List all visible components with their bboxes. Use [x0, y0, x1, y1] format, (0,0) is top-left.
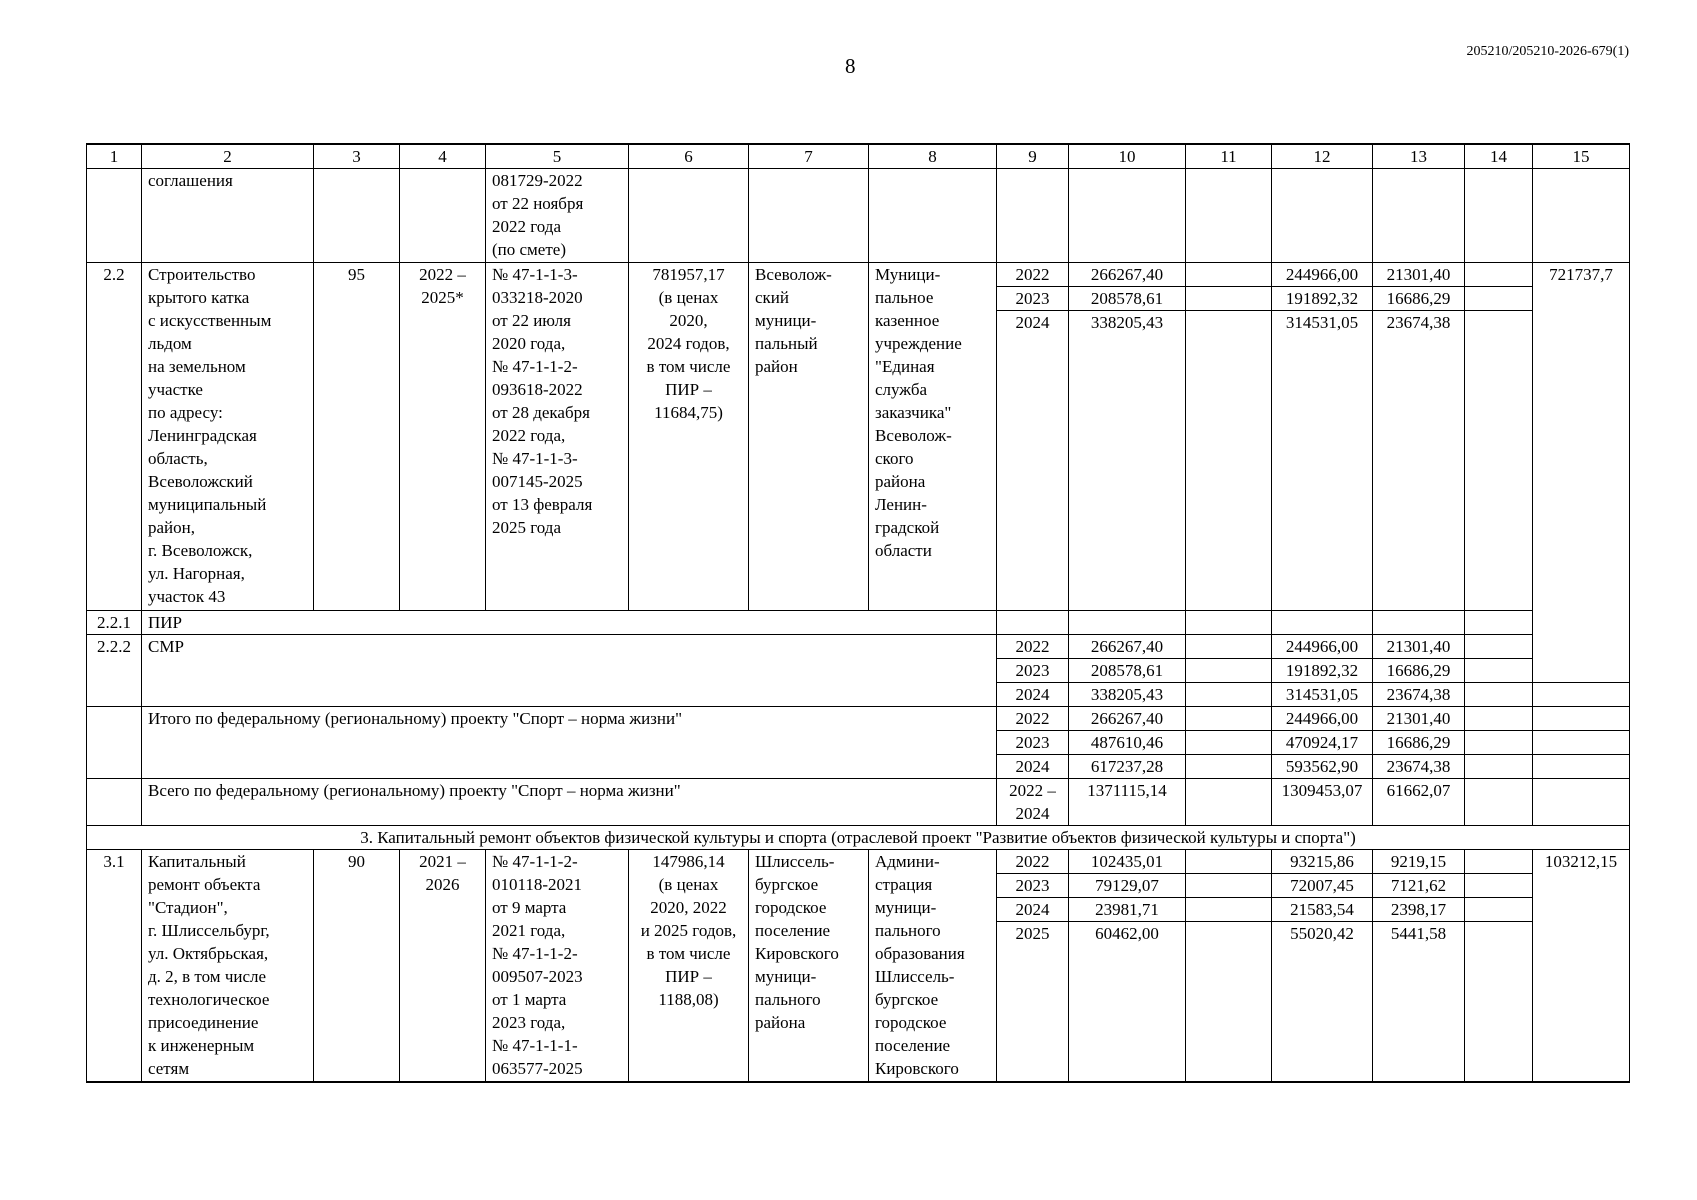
- row-label: СМР: [142, 635, 997, 707]
- total-cell: 617237,28: [1069, 755, 1186, 779]
- regional-cell: 9219,15: [1373, 850, 1465, 874]
- object-name-cell: соглашения: [142, 169, 314, 263]
- cost-cell: 781957,17 (в ценах 2020, 2024 годов, в том числе ПИР – 11684,75): [629, 263, 749, 611]
- year-cell: 2023: [997, 659, 1069, 683]
- table-row: [87, 169, 1630, 263]
- col-header: 15: [1533, 144, 1630, 169]
- row-number: 3.1: [87, 850, 142, 1082]
- federal-cell: 21583,54: [1272, 898, 1373, 922]
- row-number: 2.2.1: [87, 611, 142, 635]
- regional-cell: 21301,40: [1373, 707, 1465, 731]
- table-row: [87, 707, 1630, 731]
- total-cell: 266267,40: [1069, 635, 1186, 659]
- total-cell: 1371115,14: [1069, 779, 1186, 826]
- row-number: 2.2: [87, 263, 142, 611]
- total-cell: 102435,01: [1069, 850, 1186, 874]
- table-row: [87, 611, 1630, 635]
- column-number-row: [87, 144, 1630, 169]
- page-number: 8: [845, 54, 856, 78]
- municipality-cell: Шлиссель- бургское городское поселение Кировского муници- пального района: [749, 850, 869, 1082]
- col-header: 2: [142, 144, 314, 169]
- col-header: 1: [87, 144, 142, 169]
- regional-cell: 61662,07: [1373, 779, 1465, 826]
- federal-cell: 55020,42: [1272, 922, 1373, 1082]
- customer-cell: Админи- страция муници- пального образования Шлиссель- бургское городское поселение Кировского: [869, 850, 997, 1082]
- regional-cell: 5441,58: [1373, 922, 1465, 1082]
- regional-cell: 2398,17: [1373, 898, 1465, 922]
- regional-cell: 23674,38: [1373, 311, 1465, 611]
- year-cell: 2024: [997, 898, 1069, 922]
- year-cell: 2022: [997, 707, 1069, 731]
- federal-cell: 314531,05: [1272, 683, 1373, 707]
- object-name-cell: Строительство крытого катка с искусственным льдом на земельном участке по адресу: Ленинградская область, Всеволожский муниципальный район, г. Всеволожск, ул. Нагорная, участок 43: [142, 263, 314, 611]
- year-cell: 2023: [997, 287, 1069, 311]
- federal-cell: 314531,05: [1272, 311, 1373, 611]
- total-label: Всего по федеральному (региональному) проекту "Спорт – норма жизни": [142, 779, 997, 826]
- total-cell: 338205,43: [1069, 311, 1186, 611]
- year-cell: 2022: [997, 635, 1069, 659]
- col-header: 14: [1465, 144, 1533, 169]
- capacity-cell: 95: [314, 263, 400, 611]
- federal-cell: 191892,32: [1272, 287, 1373, 311]
- regional-cell: 23674,38: [1373, 683, 1465, 707]
- year-cell: 2023: [997, 874, 1069, 898]
- federal-cell: 593562,90: [1272, 755, 1373, 779]
- federal-cell: 1309453,07: [1272, 779, 1373, 826]
- agreement-cell: № 47-1-1-3- 033218-2020 от 22 июля 2020 года, № 47-1-1-2- 093618-2022 от 28 декабря 2022 года, № 47-1-1-3- 007145-2025 от 13 февраля 2025 года: [486, 263, 629, 611]
- col-header: 10: [1069, 144, 1186, 169]
- year-cell: 2023: [997, 731, 1069, 755]
- federal-cell: 470924,17: [1272, 731, 1373, 755]
- federal-cell: 191892,32: [1272, 659, 1373, 683]
- period-cell: 2022 – 2025*: [400, 263, 486, 611]
- period-cell: 2021 – 2026: [400, 850, 486, 1082]
- col-header: 11: [1186, 144, 1272, 169]
- table-row: [87, 850, 1630, 874]
- total-cell: 487610,46: [1069, 731, 1186, 755]
- cost-cell: 147986,14 (в ценах 2020, 2022 и 2025 годов, в том числе ПИР – 1188,08): [629, 850, 749, 1082]
- total-cell: 266267,40: [1069, 263, 1186, 287]
- year-cell: 2024: [997, 755, 1069, 779]
- federal-cell: 244966,00: [1272, 263, 1373, 287]
- regional-cell: 23674,38: [1373, 755, 1465, 779]
- budget-table: [86, 143, 1630, 1083]
- col-header: 5: [486, 144, 629, 169]
- total-cell: 60462,00: [1069, 922, 1186, 1082]
- regional-cell: 16686,29: [1373, 287, 1465, 311]
- document-id: 205210/205210-2026-679(1): [1466, 44, 1629, 59]
- year-cell: 2022: [997, 263, 1069, 287]
- agreement-cell: № 47-1-1-2- 010118-2021 от 9 марта 2021 года, № 47-1-1-2- 009507-2023 от 1 марта 2023 года, № 47-1-1-1- 063577-2025: [486, 850, 629, 1082]
- regional-cell: 16686,29: [1373, 659, 1465, 683]
- subtotal-label: Итого по федеральному (региональному) проекту "Спорт – норма жизни": [142, 707, 997, 779]
- agreement-cell: 081729-2022 от 22 ноября 2022 года (по смете): [486, 169, 629, 263]
- table-row: [87, 779, 1630, 826]
- period-cell: 2022 – 2024: [997, 779, 1069, 826]
- col-header: 8: [869, 144, 997, 169]
- col-header: 3: [314, 144, 400, 169]
- object-name-cell: Капитальный ремонт объекта "Стадион", г. Шлиссельбург, ул. Октябрьская, д. 2, в том числе технологическое присоединение к инженерным сетям: [142, 850, 314, 1082]
- table-row: [87, 635, 1630, 659]
- col-header: 13: [1373, 144, 1465, 169]
- year-cell: 2024: [997, 311, 1069, 611]
- federal-cell: 72007,45: [1272, 874, 1373, 898]
- section-title: 3. Капитальный ремонт объектов физической культуры и спорта (отраслевой проект "Развитие объектов физической культуры и спорта"): [87, 826, 1630, 850]
- total-cell: 208578,61: [1069, 287, 1186, 311]
- row-label: ПИР: [142, 611, 997, 635]
- regional-cell: 16686,29: [1373, 731, 1465, 755]
- federal-cell: 244966,00: [1272, 707, 1373, 731]
- col-header: 4: [400, 144, 486, 169]
- col-header: 6: [629, 144, 749, 169]
- row-number: 2.2.2: [87, 635, 142, 707]
- total-cell: 338205,43: [1069, 683, 1186, 707]
- col-header: 9: [997, 144, 1069, 169]
- table-row: [87, 263, 1630, 287]
- col-header: 12: [1272, 144, 1373, 169]
- total-cell: 23981,71: [1069, 898, 1186, 922]
- year-cell: 2022: [997, 850, 1069, 874]
- c15-cell: 721737,7: [1533, 263, 1630, 683]
- section-row: [87, 826, 1630, 850]
- year-cell: 2025: [997, 922, 1069, 1082]
- capacity-cell: 90: [314, 850, 400, 1082]
- regional-cell: 21301,40: [1373, 635, 1465, 659]
- total-cell: 208578,61: [1069, 659, 1186, 683]
- total-cell: 79129,07: [1069, 874, 1186, 898]
- regional-cell: 7121,62: [1373, 874, 1465, 898]
- municipality-cell: Всеволож- ский муници- пальный район: [749, 263, 869, 611]
- regional-cell: 21301,40: [1373, 263, 1465, 287]
- year-cell: 2024: [997, 683, 1069, 707]
- total-cell: 266267,40: [1069, 707, 1186, 731]
- c15-cell: 103212,15: [1533, 850, 1630, 1082]
- col-header: 7: [749, 144, 869, 169]
- federal-cell: 93215,86: [1272, 850, 1373, 874]
- customer-cell: Муници- пальное казенное учреждение "Единая служба заказчика" Всеволож- ского района Ленин- градской области: [869, 263, 997, 611]
- federal-cell: 244966,00: [1272, 635, 1373, 659]
